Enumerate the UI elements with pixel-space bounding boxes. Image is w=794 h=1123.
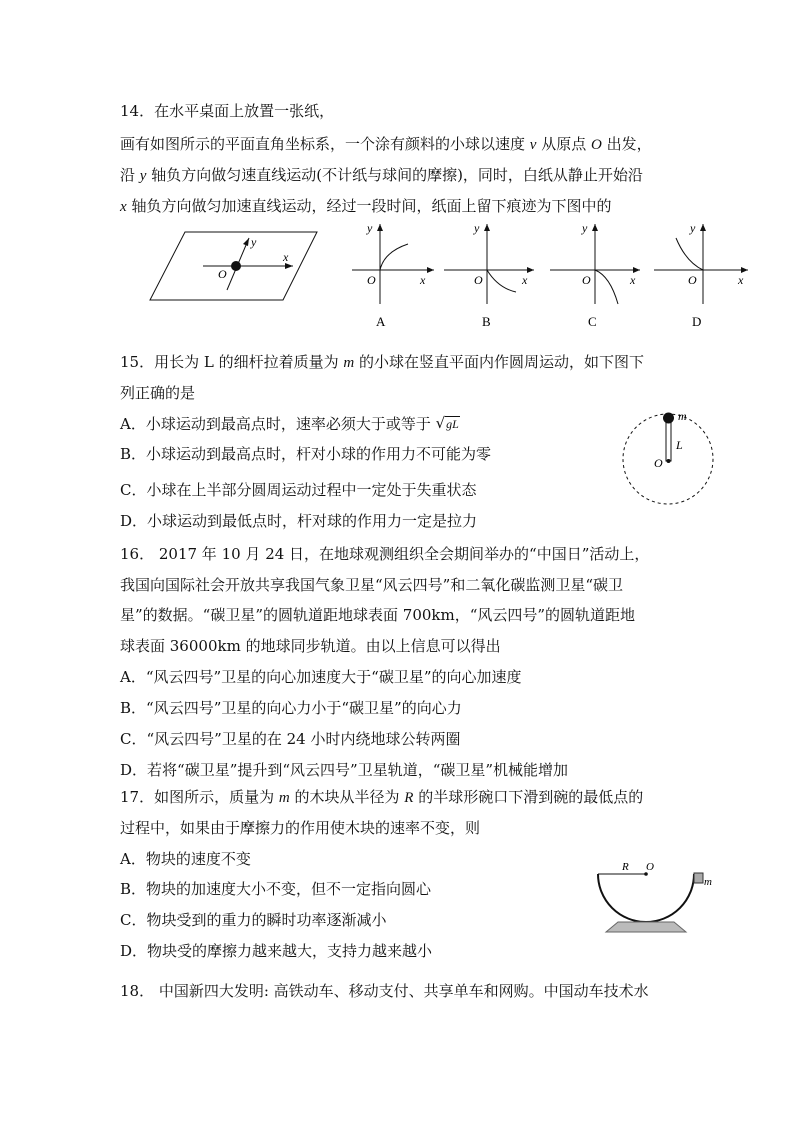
q15-line-2: 列正确的是	[120, 384, 196, 402]
q15-option-c: C．小球在上半部分圆周运动过程中一定处于失重状态	[120, 481, 477, 499]
q17-option-d: D．物块受的摩擦力越来越大，支持力越来越小	[120, 942, 433, 960]
q17-option-b: B．物块的加速度大小不变，但不一定指向圆心	[120, 880, 432, 898]
q14-line-2	[120, 135, 652, 154]
q14-c-origin-label: O	[582, 273, 591, 287]
q17-text: 17．如图所示，质量为	[120, 788, 279, 806]
q17-center-label: O	[646, 861, 654, 873]
q16-line-1: 16． 2017 年 10 月 24 日，在地球观测组织全会期间举办的“中国日”活动上，	[120, 545, 650, 563]
q14-option-d-label: D	[692, 314, 702, 329]
q15-option-a-text: A．小球运动到最高点时，速率必须大于或等于	[120, 415, 436, 433]
q16-option-c: C．“风云四号”卫星的在 24 小时内绕地球公转两圈	[120, 730, 461, 748]
q17-text: 的木块从半径为	[289, 788, 405, 806]
q14-paper-y-label: y	[251, 235, 257, 249]
q14-var-v: v	[529, 137, 537, 153]
sqrt-formula: √gL	[435, 414, 459, 432]
q17-line-2: 过程中，如果由于摩擦力的作用使木块的速率不变，则	[120, 819, 481, 837]
q14-c-y-label: y	[582, 221, 588, 235]
q15-text: 15．用长为 L 的细杆拉着质量为	[120, 353, 344, 371]
q15-mass-label: m	[678, 409, 687, 423]
q14-b-y-label: y	[474, 221, 480, 235]
q14-paper-figure	[145, 228, 325, 304]
q14-line-3	[120, 166, 643, 185]
q14-text: 画有如图所示的平面直角坐标系，一个涂有颜料的小球以速度	[120, 135, 530, 153]
q14-option-graphs	[348, 220, 758, 332]
q14-line-1: 14．在水平桌面上放置一张纸，	[120, 102, 335, 120]
q15-option-b: B．小球运动到最高点时，杆对小球的作用力不可能为零	[120, 445, 492, 463]
q15-circle-figure	[618, 405, 718, 505]
q14-text: 出发，	[601, 135, 652, 153]
q15-length-label: L	[676, 438, 683, 452]
q14-graph-b	[444, 221, 534, 329]
q14-text: 从原点	[536, 135, 591, 153]
q14-a-origin-label: O	[367, 273, 376, 287]
q14-line-4	[120, 197, 611, 216]
q16-line-3: 星”的数据。“碳卫星”的圆轨道距地球表面 700km，“风云四号”的圆轨道距地	[120, 606, 636, 624]
q16-option-d: D．若将“碳卫星”提升到“风云四号”卫星轨道，“碳卫星”机械能增加	[120, 761, 569, 779]
q14-option-c-label: C	[588, 314, 597, 329]
q14-paper-x-label: x	[283, 250, 289, 264]
q16-option-a: A．“风云四号”卫星的向心加速度大于“碳卫星”的向心加速度	[120, 668, 522, 686]
q14-option-a-label: A	[376, 314, 386, 329]
q16-option-b: B．“风云四号”卫星的向心力小于“碳卫星”的向心力	[120, 699, 462, 717]
q16-line-4: 球表面 36000km 的地球同步轨道。由以上信息可以得出	[120, 637, 501, 655]
q14-text: 沿	[120, 166, 140, 184]
q14-d-x-label: x	[738, 273, 744, 287]
q14-a-y-label: y	[367, 221, 373, 235]
q14-graph-d	[654, 221, 748, 329]
q14-paper-origin-label: O	[218, 267, 227, 281]
q15-option-a	[120, 414, 460, 433]
q17-option-a: A．物块的速度不变	[120, 850, 251, 868]
q17-var-r: R	[404, 790, 414, 806]
q15-var-m: m	[343, 355, 355, 371]
q17-block-label: m	[704, 876, 712, 888]
q14-c-x-label: x	[630, 273, 636, 287]
q14-var-o: O	[591, 137, 602, 153]
q14-graph-c	[550, 221, 640, 329]
q14-option-b-label: B	[482, 314, 491, 329]
q17-text: 的半球形碗口下滑到碗的最低点的	[413, 788, 644, 806]
q16-line-2: 我国向国际社会开放共享我国气象卫星“风云四号”和二氧化碳监测卫星“碳卫	[120, 576, 624, 594]
q14-d-origin-label: O	[688, 273, 697, 287]
q15-option-d: D．小球运动到最低点时，杆对球的作用力一定是拉力	[120, 512, 478, 530]
q17-line-1	[120, 788, 643, 807]
sqrt-radicand: gL	[446, 417, 459, 431]
q14-text: 轴负方向做匀速直线运动(不计纸与球间的摩擦)，同时，白纸从静止开始沿	[146, 166, 643, 184]
q18-line-1: 18． 中国新四大发明: 高铁动车、移动支付、共享单车和网购。中国动车技术水	[120, 982, 649, 1000]
q14-var-x: x	[120, 199, 127, 215]
q14-d-y-label: y	[690, 221, 696, 235]
q17-option-c: C．物块受到的重力的瞬时功率逐渐减小	[120, 911, 387, 929]
q14-graph-a	[352, 221, 434, 329]
q17-bowl-figure	[590, 850, 722, 940]
q15-line-1	[120, 353, 644, 372]
q15-text: 的小球在竖直平面内作圆周运动，如下图下	[354, 353, 644, 371]
q15-center-label: O	[654, 456, 663, 470]
q14-a-x-label: x	[420, 273, 426, 287]
q14-b-x-label: x	[522, 273, 528, 287]
q14-text: 轴负方向做匀加速直线运动，经过一段时间，纸面上留下痕迹为下图中的	[126, 197, 612, 215]
q17-var-m: m	[278, 790, 290, 806]
q14-b-origin-label: O	[474, 273, 483, 287]
q14-var-y: y	[139, 168, 147, 184]
q17-radius-label: R	[622, 861, 629, 873]
